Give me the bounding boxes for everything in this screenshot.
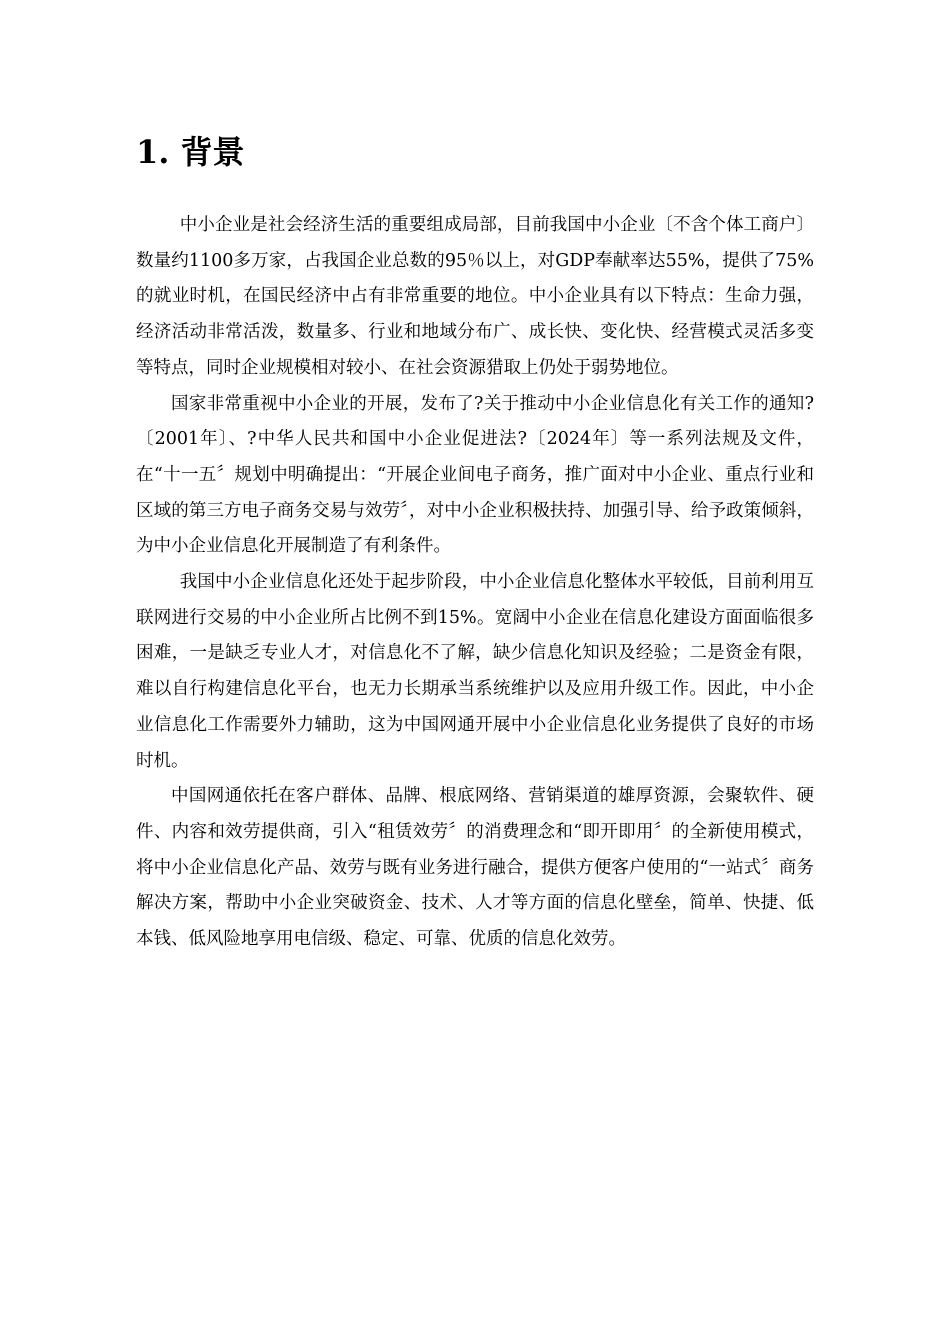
paragraph-sme-overview: 中小企业是社会经济生活的重要组成局部，目前我国中小企业〔不含个体工商户〕数量约1100多万家，占我国企业总数的95％以上，对GDP奉献率达55%，提供了75%的就业时机，在国民经济中占有非常重要的地位。中小企业具有以下特点：生命力强，经济活动非常活泼，数量多、行业和地域分布广、成长快、变化快、经营模式灵活多变等特点，同时企业规模相对较小、在社会资源猎取上仍处于弱势地位。 [136,215,814,378]
paragraph-policy-support: 国家非常重视中小企业的开展，发布了?关于推动中小企业信息化有关工作的通知?〔2001年〕、?中华人民共和国中小企业促进法?〔2024年〕等一系列法规及文件，在“十一五〞规划中明确提出：“开展企业间电子商务，推广面对中小企业、重点行业和区域的第三方电子商务交易与效劳〞，对中小企业积极扶持、加强引导、给予政策倾斜，为中小企业信息化开展制造了有利条件。 [136,393,814,557]
section-heading: 1. 背景 [136,133,245,171]
paragraph-cnc-solution: 中国网通依托在客户群体、品牌、根底网络、营销渠道的雄厚资源，会聚软件、硬件、内容和效劳提供商，引入“租赁效劳〞的消费理念和“即开即用〞的全新使用模式，将中小企业信息化产品、效劳与既有业务进行融合，提供方便客户使用的“一站式〞商务解决方案，帮助中小企业突破资金、技术、人才等方面的信息化壁垒，简单、快捷、低本钱、低风险地享用电信级、稳定、可靠、优质的信息化效劳。 [136,786,814,950]
section-body [136,208,814,958]
paragraph-informatization-status: 我国中小企业信息化还处于起步阶段，中小企业信息化整体水平较低，目前利用互联网进行交易的中小企业所占比例不到15%。宽阔中小企业在信息化建设方面面临很多困难，一是缺乏专业人才，对信息化不了解，缺少信息化知识及经验；二是资金有限，难以自行构建信息化平台，也无力长期承当系统维护以及应用升级工作。因此，中小企业信息化工作需要外力辅助，这为中国网通开展中小企业信息化业务提供了良好的市场时机。 [136,572,814,771]
